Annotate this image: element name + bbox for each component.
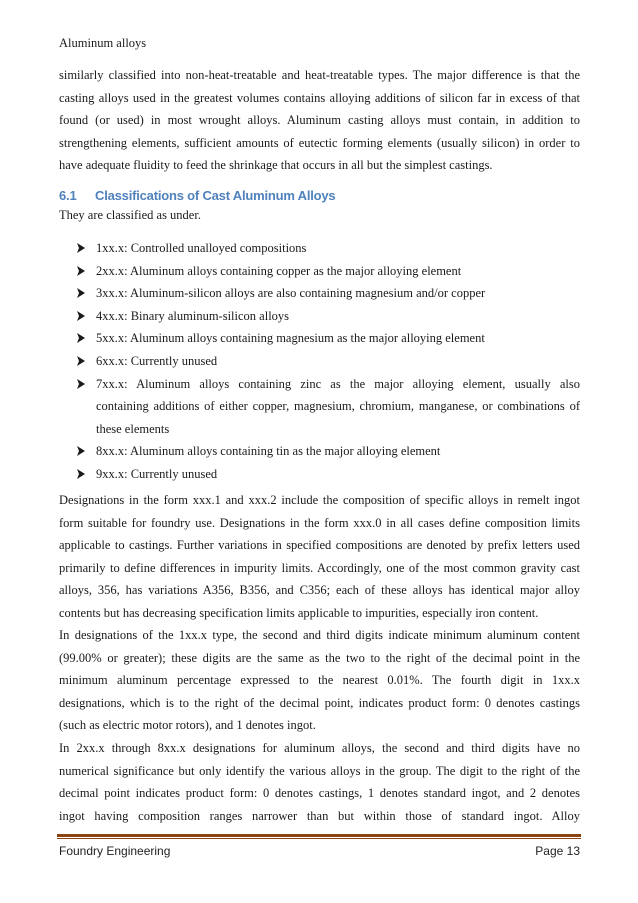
list-item-text: these elements: [96, 421, 170, 436]
arrowhead-bullet-icon: [76, 327, 88, 350]
paragraph-line: numerical significance but only identify the various alloys in the group. The digit to the right of the: [59, 763, 580, 778]
section-title: Classifications of Cast Aluminum Alloys: [95, 188, 336, 203]
list-item: [76, 440, 580, 463]
paragraph-line: decimal point indicates product form: 0 denotes castings, 1 denotes standard ingot, and 2 denotes: [59, 786, 580, 801]
paragraph-line: have adequate fluidity to feed the shrinkage that occurs in all but the simplest castings.: [59, 158, 493, 173]
paragraph-line: found (or used) in most wrought alloys. Aluminum casting alloys must contain, in addition to: [59, 113, 580, 128]
arrowhead-bullet-icon: [76, 440, 88, 463]
list-item-text: 5xx.x: Aluminum alloys containing magnesium as the major alloying element: [96, 331, 485, 346]
list-item: [76, 327, 580, 350]
list-item-text: 4xx.x: Binary aluminum-silicon alloys: [96, 308, 290, 323]
paragraph-line: primarily to define differences in impurity limits. Accordingly, one of the most common gravity cast: [59, 560, 580, 575]
list-item: [76, 260, 580, 283]
list-item-text: containing additions of either copper, magnesium, chromium, manganese, or combinations of: [96, 399, 580, 414]
paragraph-1: [59, 64, 580, 177]
paragraph-line: minimum aluminum percentage expressed to the nearest 0.01%. The fourth digit in 1xx.x: [59, 673, 580, 688]
classification-list: [76, 237, 580, 486]
list-item: [76, 237, 580, 260]
paragraph-line: In designations of the 1xx.x type, the second and third digits indicate minimum aluminum content: [59, 628, 580, 642]
arrowhead-bullet-icon: [76, 463, 88, 486]
paragraph-line: ingot having composition ranges narrower than but within those of standard ingot. Alloy: [59, 808, 580, 823]
running-header: Aluminum alloys: [59, 36, 147, 50]
list-item-text: 2xx.x: Aluminum alloys containing copper as the major alloying element: [96, 263, 462, 278]
arrowhead-bullet-icon: [76, 237, 88, 260]
arrowhead-bullet-icon: [76, 282, 88, 305]
page-number: Page 13: [535, 844, 580, 858]
section-heading: [59, 188, 335, 203]
paragraph-line: contents but has decreasing specification limits applicable to impurities, especially iron content.: [59, 605, 539, 620]
list-item-text: 9xx.x: Currently unused: [96, 466, 218, 481]
paragraph-3: [59, 624, 580, 737]
paragraph-line: designations, which is to the right of the decimal point, indicates product form: 0 denotes castings: [59, 695, 580, 710]
section-number: 6.1: [59, 188, 77, 203]
paragraph-line: Designations in the form xxx.1 and xxx.2 include the composition of specific alloys in remelt ingot: [59, 493, 580, 507]
arrowhead-bullet-icon: [76, 350, 88, 373]
paragraph-line: casting alloys used in the greatest volumes contains alloying additions of silicon far in excess of that: [59, 90, 580, 105]
list-item-text: 7xx.x: Aluminum alloys containing zinc as the major alloying element, usually also: [96, 376, 580, 391]
list-item: [76, 350, 580, 373]
list-item-text: 8xx.x: Aluminum alloys containing tin as the major alloying element: [96, 444, 441, 459]
list-item-text: 1xx.x: Controlled unalloyed compositions: [96, 241, 307, 255]
arrowhead-bullet-icon: [76, 305, 88, 328]
paragraph-line: (such as electric motor rotors), and 1 denotes ingot.: [59, 718, 316, 733]
section-intro: They are classified as under.: [59, 208, 201, 222]
list-item: [76, 282, 580, 305]
list-item-text: 3xx.x: Aluminum-silicon alloys are also containing magnesium and/or copper: [96, 286, 486, 301]
footer-title: Foundry Engineering: [59, 844, 171, 858]
arrowhead-bullet-icon: [76, 373, 88, 396]
paragraph-line: applicable to castings. Further variations in specified compositions are denoted by prefix letters used: [59, 538, 580, 553]
paragraph-line: In 2xx.x through 8xx.x designations for aluminum alloys, the second and third digits have no: [59, 741, 580, 755]
list-item-text: 6xx.x: Currently unused: [96, 353, 218, 368]
footer-rule-thin: [57, 838, 581, 839]
paragraph-line: form suitable for foundry use. Designations in the form xxx.0 in all cases define composition limits: [59, 515, 580, 530]
list-item: [76, 373, 580, 441]
footer-rule-thick: [57, 834, 581, 837]
paragraph-line: (99.00% or greater); these digits are the same as the two to the right of the decimal point in the: [59, 650, 580, 665]
paragraph-4: [59, 737, 580, 827]
list-item: [76, 463, 580, 486]
arrowhead-bullet-icon: [76, 260, 88, 283]
paragraph-line: alloys, 356, has variations A356, B356, and C356; each of these alloys has identical major alloy: [59, 583, 580, 598]
paragraph-line: similarly classified into non-heat-treatable and heat-treatable types. The major difference is that the: [59, 68, 580, 82]
paragraph-2: [59, 489, 580, 625]
list-item: [76, 305, 580, 328]
paragraph-line: strengthening elements, sufficient amounts of eutectic forming elements (usually silicon) in order to: [59, 135, 580, 150]
